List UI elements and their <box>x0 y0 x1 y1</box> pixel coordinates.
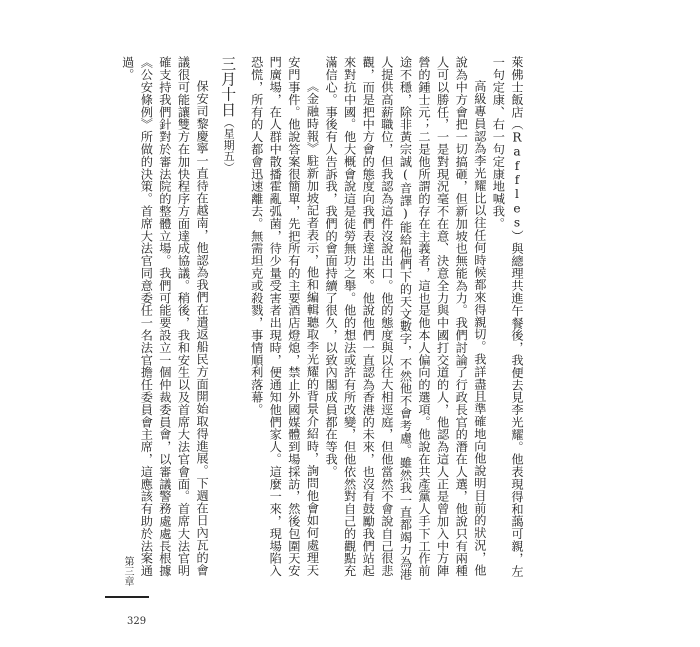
date-heading-date: 三月十日 <box>219 56 238 117</box>
paragraph-raffles-lunch: 萊佛士飯店（Raffles）與總理共進午餐後，我便去見李光耀。他表現得和藹可親，左一句定康、右一句定康地喊我。 <box>491 56 524 577</box>
paragraph-security-secretary: 保安司黎慶寧一直待在越南，他認為我們在遣返船民方面開始取得進展。下週在日內瓦的會議很可能讓雙方在加快程序方面達成協議。稍後，我和安生以及首席大法官會面。首席大法官明確支持我們針對於審法院的整體立場。我們可能要設立一個仲裁委員會，以審議警務處處長根據《公安條例》所做的決策。首席大法官同意委任一名法官擔任委員會主席，這應該有助於法案通過。 <box>120 56 210 577</box>
chapter-label: 第三章 <box>122 556 133 586</box>
paragraph-financial-times: 《金融時報》駐新加坡記者表示，他和編輯聽取李光耀的背景介紹時，詢問他會如何處理天安門事件。他說答案很簡單，先把所有的主要酒店燈熄，禁止外國媒體到場採訪，然後包圍天安門廣場，在人群中散播霍亂弧菌，待少量受害者出現時，便通知他們家人。這麼一來，現場陷入恐慌，所有的人都會迅速離去。無需坦克或殺戮，事情順利落幕。 <box>249 56 320 577</box>
date-heading-weekday: （星期五） <box>222 116 236 173</box>
vertical-text-column <box>118 56 526 582</box>
chapter-divider-bar <box>105 596 149 598</box>
page-number: 329 <box>127 616 147 627</box>
date-heading <box>213 56 243 582</box>
paragraph-lee-kuan-yew-meeting: 高級專員認為李光耀比以往任何時候都來得親切。我詳盡且準確地向他說明目前的狀況，他說為中方會把一切搞砸，但新加坡也無能為力。我們討論了行政長官的潛在人選，他說只有兩種人可以勝任，一是對現況毫不在意、決意全力與中國打交道的人，他認為這人正是曾加入中方陣營的鍾士元；二是他所謂的存在主義者，這也是他本人偏向的選項。他說在共產黨人手下工作前途不穩，除非黃宗誠(音譯)能給他們下的天文數字，不然他不會考慮。雖然我一直都竭力為港人提供高薪職位，但我認為這件沒說出口。他的態度與以往大相逕庭，但他當然不會說自己很悲觀，而是把中方會的態度向我們表達出來。他說他們一直認為香港的未來，也沒有鼓勵我們站起來對抗中國。他大概會說這是徒勞無功之舉。他的想法或許有所改變，但他依然對自己的觀點充滿信心。事後有人告訴我，我們的會面持續了很久，以致內閣成員都在等我。 <box>324 56 487 581</box>
